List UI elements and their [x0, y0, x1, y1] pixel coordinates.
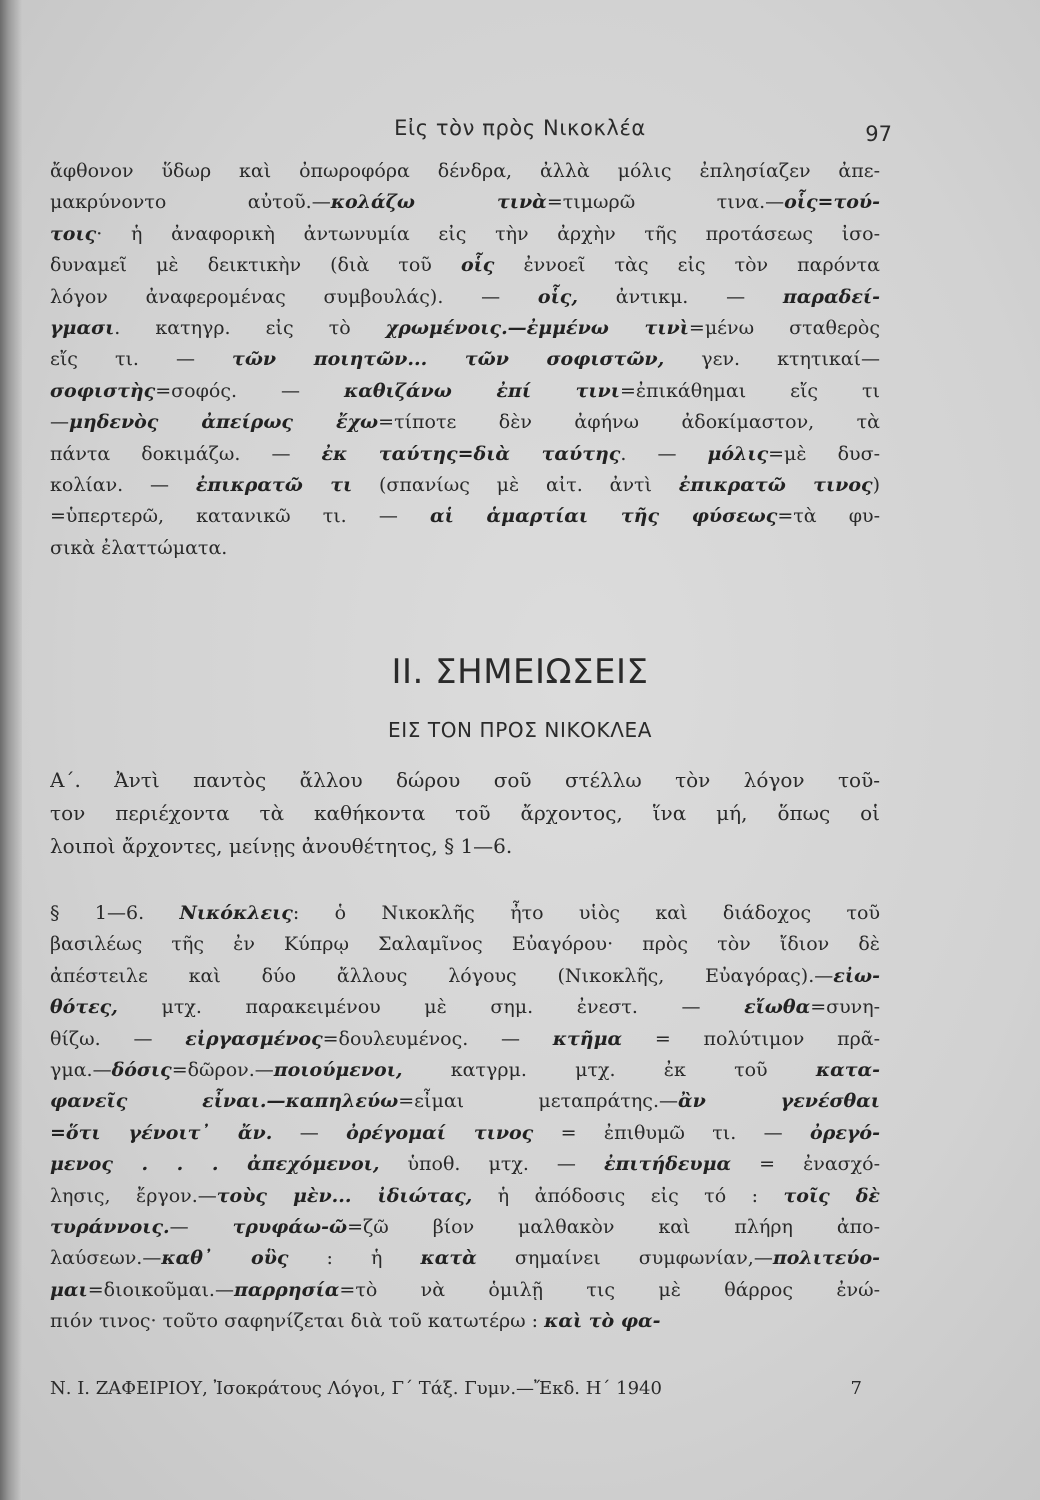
- text-run: σικὰ ἐλαττώματα.: [50, 536, 228, 559]
- text-run: μακρύνοντο αὐτοῦ.—: [50, 191, 331, 214]
- emphasized-term: =ὅτι γένοιτ᾽ ἄν.: [50, 1121, 273, 1144]
- emphasized-term: οἷς: [460, 254, 495, 277]
- emphasized-term: μενος . . . ἀπεχόμενοι,: [50, 1153, 380, 1176]
- text-run: (σπανίως μὲ αἰτ. ἀντὶ: [352, 473, 679, 496]
- emphasized-term: χρωμένοις.—ἐμμένω τινὶ: [385, 316, 689, 339]
- text-run: =μὲ δυσ-: [768, 442, 880, 465]
- emphasized-term: ὀρέγομαί τινος: [346, 1121, 534, 1144]
- emphasized-term: σοφιστὴς: [50, 379, 156, 402]
- running-title: Εἰς τὸν πρὸς Νικοκλέα: [394, 116, 646, 140]
- text-line: [50, 1024, 880, 1055]
- emphasized-term: πολιτεύο-: [772, 1247, 880, 1270]
- text-run: εἴς τι. —: [50, 348, 233, 371]
- text-run: λόγον ἀναφερομένας συμβουλάς). —: [50, 285, 538, 308]
- text-run: . —: [620, 442, 708, 465]
- footer-signature-mark: 7: [850, 1378, 862, 1399]
- emphasized-term: φανεῖς εἶναι.—καπηλεύω: [50, 1090, 399, 1113]
- emphasized-term: ἐπικρατῶ τι: [195, 473, 353, 496]
- text-run: =τιμωρῶ τινα.—: [546, 191, 785, 214]
- emphasized-term: αἱ ἁμαρτίαι τῆς φύσεως: [430, 505, 778, 528]
- text-line: [50, 407, 880, 438]
- emphasized-term: εἴωθα: [744, 996, 811, 1019]
- page-footer: [50, 1374, 862, 1404]
- text-run: · ἡ ἀναφορικὴ ἀντωνυμία εἰς τὴν ἀρχὴν τῆς προτάσεως ἰσο-: [96, 222, 880, 245]
- text-line: [50, 1306, 880, 1337]
- emphasized-term: Νικόκλεις: [179, 902, 293, 924]
- page-number: 97: [865, 122, 892, 146]
- text-run: =μένω σταθερὸς: [688, 316, 880, 339]
- text-run: δυναμεῖ μὲ δεικτικὴν (διὰ τοῦ: [50, 254, 461, 277]
- text-line: [50, 929, 880, 960]
- text-run: —: [272, 1121, 347, 1144]
- text-line: [50, 1149, 880, 1180]
- text-run: =ὑπερτερῶ, κατανικῶ τι. —: [50, 505, 431, 528]
- emphasized-term: μόλις: [707, 442, 769, 465]
- text-run: = ἐπιθυμῶ τι. —: [533, 1121, 811, 1144]
- text-line: [50, 470, 880, 501]
- emphasized-term: θότες,: [50, 996, 118, 1019]
- text-run: λαύσεων.—: [50, 1247, 162, 1270]
- text-line: [50, 1118, 880, 1149]
- emphasized-term: ὀρεγό-: [810, 1121, 880, 1144]
- emphasized-term: ποιούμενοι,: [273, 1058, 403, 1081]
- text-run: : ἡ: [288, 1247, 421, 1270]
- emphasized-term: γμασι: [50, 316, 115, 339]
- text-run: θίζω. —: [50, 1027, 186, 1050]
- text-run: τον περιέχοντα τὰ καθήκοντα τοῦ ἄρχοντος, ἵνα μή, ὅπως οἱ: [50, 801, 880, 825]
- emphasized-term: παραδεί-: [782, 285, 880, 308]
- text-run: § 1—6.: [50, 902, 180, 924]
- text-run: =τίποτε δὲν ἀφήνω ἀδοκίμαστον, τὰ: [378, 411, 880, 434]
- running-head: [0, 112, 1040, 152]
- emphasized-term: τρυφάω-ῶ: [232, 1215, 348, 1238]
- emphasized-term: κατὰ: [420, 1247, 477, 1270]
- section-heading: II. ΣΗΜΕΙΩΣΕΙΣ: [391, 652, 649, 692]
- text-run: =ζῶ βίον μαλθακὸν καὶ πλήρη ἀπο-: [347, 1215, 880, 1238]
- text-run: πιόν τινος· τοῦτο σαφηνίζεται διὰ τοῦ κατωτέρω :: [50, 1310, 545, 1333]
- text-line: [50, 187, 880, 218]
- text-run: πάντα δοκιμάζω. —: [50, 442, 322, 465]
- text-run: =τὰ φυ-: [777, 505, 880, 528]
- text-run: =συνη-: [810, 996, 880, 1019]
- text-run: λησις, ἔργον.—: [50, 1184, 217, 1207]
- text-run: =ἐπικάθημαι εἴς τι: [619, 379, 880, 402]
- text-line: [50, 250, 880, 281]
- text-run: ἐννοεῖ τὰς εἰς τὸν παρόντα: [494, 254, 880, 277]
- text-line: [50, 830, 880, 863]
- text-run: ἀντικμ. —: [577, 285, 783, 308]
- text-line: [50, 1086, 880, 1117]
- emphasized-term: παρρησία: [233, 1278, 340, 1301]
- text-run: ἀπέστειλε καὶ δύο ἄλλους λόγους (Νικοκλῆς, Εὐαγόρας).—: [50, 964, 834, 987]
- text-run: γεν. κτητικαί—: [664, 348, 880, 371]
- text-run: = ἐνασχό-: [731, 1153, 880, 1176]
- text-run: ): [872, 473, 880, 496]
- text-run: =διοικοῦμαι.—: [87, 1278, 234, 1301]
- text-line: [50, 282, 880, 313]
- page-binding-shadow: [0, 0, 22, 1500]
- text-line: [50, 898, 880, 929]
- text-line: [50, 1212, 880, 1243]
- text-run: κατγρμ. μτχ. ἐκ τοῦ: [402, 1058, 816, 1081]
- text-line: [50, 1055, 880, 1086]
- text-run: σημαίνει συμφωνίαν,—: [476, 1247, 773, 1270]
- emphasized-term: μηδενὸς ἀπείρως ἔχω: [69, 411, 379, 434]
- text-run: ὑποθ. μτχ. —: [379, 1153, 604, 1176]
- text-line: [50, 219, 880, 250]
- text-run: Α΄. Ἀντὶ παντὸς ἄλλου δώρου σοῦ στέλλω τὸν λόγον τοῦ-: [50, 768, 880, 792]
- text-line: [50, 992, 880, 1023]
- text-line: [50, 156, 880, 187]
- text-line: [50, 439, 880, 470]
- footer-publication-info: Ν. Ι. ΖΑΦΕΙΡΙΟΥ, Ἰσοκράτους Λόγοι, Γ΄ Τάξ. Γυμν.—Ἔκδ. Η΄ 1940: [50, 1378, 662, 1399]
- emphasized-term: οἷς=τού-: [784, 191, 880, 214]
- emphasized-term: δόσις: [111, 1058, 172, 1081]
- emphasized-term: κατα-: [815, 1058, 880, 1081]
- emphasized-term: καθιζάνω ἐπί τινι: [343, 379, 620, 402]
- emphasized-term: καθ᾽ οὓς: [161, 1247, 289, 1270]
- emphasized-term: μαι: [50, 1278, 88, 1301]
- section-subheading: ΕΙΣ ΤΟΝ ΠΡΟΣ ΝΙΚΟΚΛΕΑ: [387, 718, 653, 742]
- text-run: κολίαν. —: [50, 473, 196, 496]
- text-line: [50, 533, 880, 564]
- text-run: μτχ. παρακειμένου μὲ σημ. ἐνεστ. —: [117, 996, 745, 1019]
- paragraph-alpha: [50, 764, 880, 863]
- text-run: ἡ ἀπόδοσις εἰς τό :: [472, 1184, 784, 1207]
- notes-paragraph: [50, 898, 880, 1337]
- emphasized-term: καὶ τὸ φα-: [544, 1310, 661, 1333]
- text-run: . κατηγρ. εἰς τὸ: [114, 316, 386, 339]
- text-line: [50, 376, 880, 407]
- text-run: βασιλέως τῆς ἐν Κύπρῳ Σαλαμῖνος Εὐαγόρου· πρὸς τὸν ἴδιον δὲ: [50, 933, 880, 956]
- text-line: [50, 1243, 880, 1274]
- emphasized-term: τοῖς δὲ: [783, 1184, 880, 1207]
- text-run: —: [50, 411, 69, 434]
- emphasized-term: τοις: [50, 222, 97, 245]
- emphasized-term: τυράννοις.: [50, 1215, 170, 1238]
- upper-commentary-paragraph: [50, 156, 880, 564]
- text-line: [50, 961, 880, 992]
- emphasized-term: ἐπιτήδευμα: [603, 1153, 732, 1176]
- text-run: =δουλευμένος. —: [322, 1027, 553, 1050]
- text-run: =εἶμαι μεταπράτης.—: [398, 1090, 678, 1113]
- emphasized-term: κολάζω τινὰ: [330, 191, 547, 214]
- text-line: [50, 313, 880, 344]
- emphasized-term: τῶν ποιητῶν... τῶν σοφιστῶν,: [232, 348, 665, 371]
- emphasized-term: εἰργασμένος: [185, 1027, 323, 1050]
- emphasized-term: ἐκ ταύτης=διὰ ταύτης: [321, 442, 621, 465]
- emphasized-term: οἷς,: [537, 285, 578, 308]
- text-run: =δῶρον.—: [171, 1058, 274, 1081]
- text-line: [50, 501, 880, 532]
- text-line: [50, 764, 880, 797]
- text-run: =τὸ νὰ ὁμιλῇ τις μὲ θάρρος ἐνώ-: [339, 1278, 880, 1301]
- text-line: [50, 1181, 880, 1212]
- emphasized-term: ἐπικρατῶ τινος: [678, 473, 873, 496]
- text-line: [50, 797, 880, 830]
- text-run: γμα.—: [50, 1058, 112, 1081]
- emphasized-term: τοὺς μὲν... ἰδιώτας,: [216, 1184, 473, 1207]
- text-run: ἄφθονον ὕδωρ καὶ ὀπωροφόρα δένδρα, ἀλλὰ μόλις ἐπλησίαζεν ἀπε-: [50, 160, 880, 182]
- text-line: [50, 1275, 880, 1306]
- text-run: = πολύτιμον πρᾶ-: [622, 1027, 880, 1050]
- text-run: =σοφός. —: [155, 379, 344, 402]
- text-run: λοιποὶ ἄρχοντες, μείνῃς ἀνουθέτητος, § 1—6.: [50, 834, 513, 858]
- emphasized-term: εἰω-: [833, 964, 880, 987]
- text-line: [50, 344, 880, 375]
- text-run: : ὁ Νικοκλῆς ἦτο υἱὸς καὶ διάδοχος τοῦ: [292, 902, 880, 924]
- emphasized-term: κτῆμα: [552, 1027, 623, 1050]
- text-run: —: [169, 1215, 233, 1238]
- emphasized-term: ἂν γενέσθαι: [678, 1090, 880, 1113]
